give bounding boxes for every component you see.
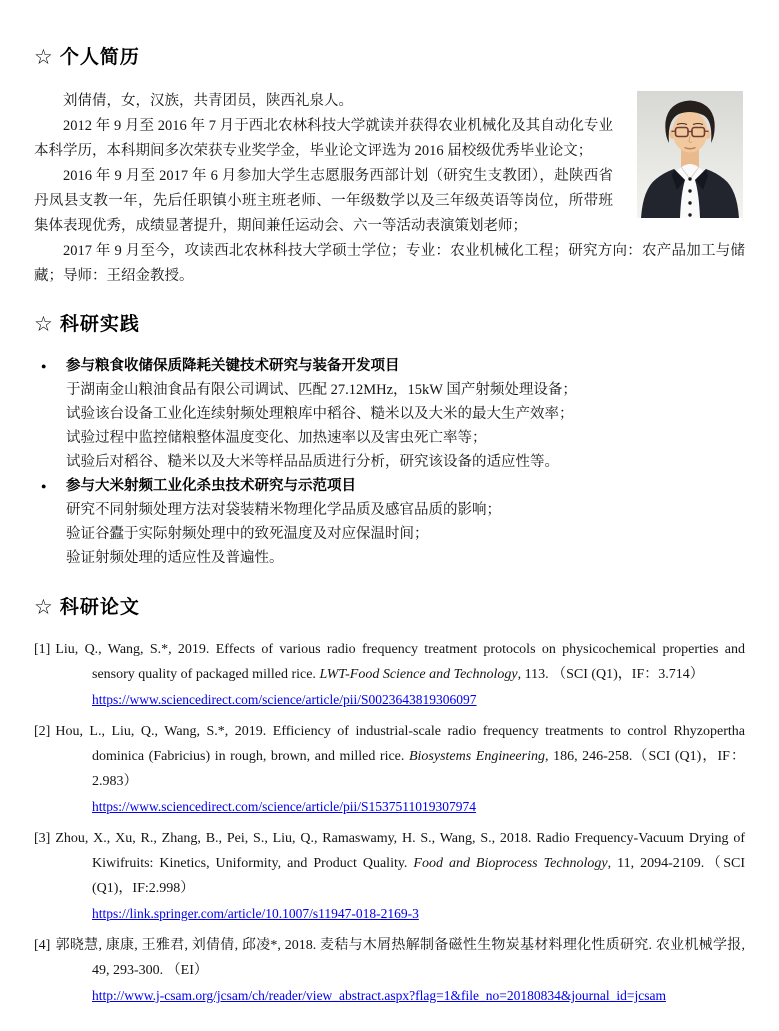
journal-name: LWT-Food Science and Technology — [319, 667, 518, 682]
section-title-profile — [34, 44, 745, 71]
profile-paragraph-3: 2016 年 9 月至 2017 年 6 月参加大学生志愿服务西部计划（研究生支教团），赴陕西省丹凤县支教一年，先后任职镇小班主班老师、一年级数学以及三年级英语等岗位，所带班集体表现优秀，成绩显著提升，期间兼任运动会、六一等活动表演策划老师； — [34, 168, 613, 234]
section-title-papers — [34, 594, 745, 621]
profile-body — [34, 89, 745, 289]
project-detail-line: 试验过程中监控储粮整体温度变化、加热速率以及害虫死亡率等； — [66, 430, 487, 446]
project-details — [34, 378, 745, 474]
reference-link[interactable]: https://www.sciencedirect.com/science/article/pii/S0023643819306097 — [92, 692, 477, 707]
reference-suffix: , 11, 2094-2109.（SCI (Q1)，IF:2.998） — [92, 856, 746, 896]
project-detail-line: 验证射频处理的适应性及普遍性。 — [66, 550, 284, 566]
reference-citation — [34, 826, 745, 901]
profile-paragraph-1: 刘倩倩，女，汉族，共青团员，陕西礼泉人。 — [63, 93, 353, 109]
reference-number: [3] — [34, 831, 51, 846]
project-heading-row — [34, 354, 745, 378]
reference-citation — [34, 933, 745, 983]
reference-number: [2] — [34, 724, 51, 739]
reference-citation — [34, 719, 745, 794]
project-item-2 — [34, 474, 745, 570]
project-detail-line: 研究不同射频处理方法对袋装精米物理化学品质及感官品质的影响； — [66, 502, 501, 518]
section-title-text: 个人简历 — [59, 47, 140, 68]
reference-number: [4] — [34, 938, 51, 953]
reference-item-3 — [34, 826, 745, 926]
section-title-text: 科研实践 — [59, 314, 140, 335]
profile-paragraph-4: 2017 年 9 月至今，攻读西北农林科技大学硕士学位；专业：农业机械化工程；研究方向：农产品加工与储藏；导师：王绍金教授。 — [34, 243, 745, 284]
reference-link[interactable]: https://www.sciencedirect.com/science/article/pii/S1537511019307974 — [92, 799, 477, 814]
section-practice — [34, 311, 745, 570]
section-papers — [34, 594, 745, 1008]
journal-name: Biosystems Engineering — [408, 749, 545, 764]
star-icon: ☆ — [34, 313, 53, 336]
reference-link[interactable]: http://www.j-csam.org/jcsam/ch/reader/view_abstract.aspx?flag=1&file_no=20180834&journal_id=jcsam — [92, 988, 666, 1003]
reference-item-1 — [34, 637, 745, 712]
reference-text: 郭晓慧, 康康, 王雅君, 刘倩倩, 邱凌*, 2018. 麦秸与木屑热解制备磁性生物炭基材料理化性质研究. — [55, 938, 656, 953]
reference-item-4 — [34, 933, 745, 1008]
section-profile — [34, 44, 745, 289]
reference-text: Liu, Q., Wang, S.*, 2019. Effects of various radio frequency treatment protocols on physicochemical properties and sensory quality of packaged milled rice. — [55, 642, 745, 682]
reference-suffix: , 49, 293-300. （EI） — [92, 938, 746, 978]
project-item-1 — [34, 354, 745, 474]
section-title-practice — [34, 311, 745, 338]
project-title: 参与粮食收储保质降耗关键技术研究与装备开发项目 — [66, 358, 400, 374]
journal-name: 农业机械学报 — [655, 938, 742, 953]
project-detail-line: 验证谷蠹于实际射频处理中的致死温度及对应保温时间； — [66, 526, 429, 542]
project-heading-row — [34, 474, 745, 498]
journal-name: Food and Bioprocess Technology — [413, 856, 608, 871]
profile-photo — [637, 91, 743, 218]
star-icon: ☆ — [34, 596, 53, 619]
project-detail-line: 试验该台设备工业化连续射频处理粮库中稻谷、糙米以及大米的最大生产效率； — [66, 406, 574, 422]
bullet-icon: ● — [41, 481, 47, 491]
profile-paragraph-2: 2012 年 9 月至 2016 年 7 月于西北农林科技大学就读并获得农业机械化及其自动化专业本科学历，本科期间多次荣获专业奖学金，毕业论文评选为 2016 届校级优秀毕业论文； — [34, 118, 613, 159]
reference-number: [1] — [34, 642, 51, 657]
project-details — [34, 498, 745, 570]
project-detail-line: 于湖南金山粮油食品有限公司调试、匹配 27.12MHz，15kW 国产射频处理设备； — [66, 382, 577, 398]
section-title-text: 科研论文 — [59, 597, 140, 618]
star-icon: ☆ — [34, 46, 53, 69]
reference-text: Zhou, X., Xu, R., Zhang, B., Pei, S., Liu, Q., Ramaswamy, H. S., Wang, S., 2018. Radio Frequency-Vacuum Drying of Kiwifruits: Kinetics, Uniformity, and Product Quality. — [55, 831, 745, 871]
reference-item-2 — [34, 719, 745, 819]
reference-link[interactable]: https://link.springer.com/article/10.1007/s11947-018-2169-3 — [92, 906, 419, 921]
bullet-icon: ● — [41, 361, 47, 371]
project-title: 参与大米射频工业化杀虫技术研究与示范项目 — [66, 478, 356, 494]
project-detail-line: 试验后对稻谷、糙米以及大米等样品品质进行分析，研究该设备的适应性等。 — [66, 454, 559, 470]
reference-citation — [34, 637, 745, 687]
reference-suffix: , 113. （SCI (Q1)，IF：3.714） — [517, 667, 704, 682]
reference-text: Hou, L., Liu, Q., Wang, S.*, 2019. Efficiency of industrial-scale radio frequency treatments to control Rhyzopertha dominica (Fabricius) in rough, brown, and milled rice. — [55, 724, 745, 764]
reference-suffix: , 186, 246-258.（SCI (Q1)，IF：2.983） — [92, 749, 745, 789]
